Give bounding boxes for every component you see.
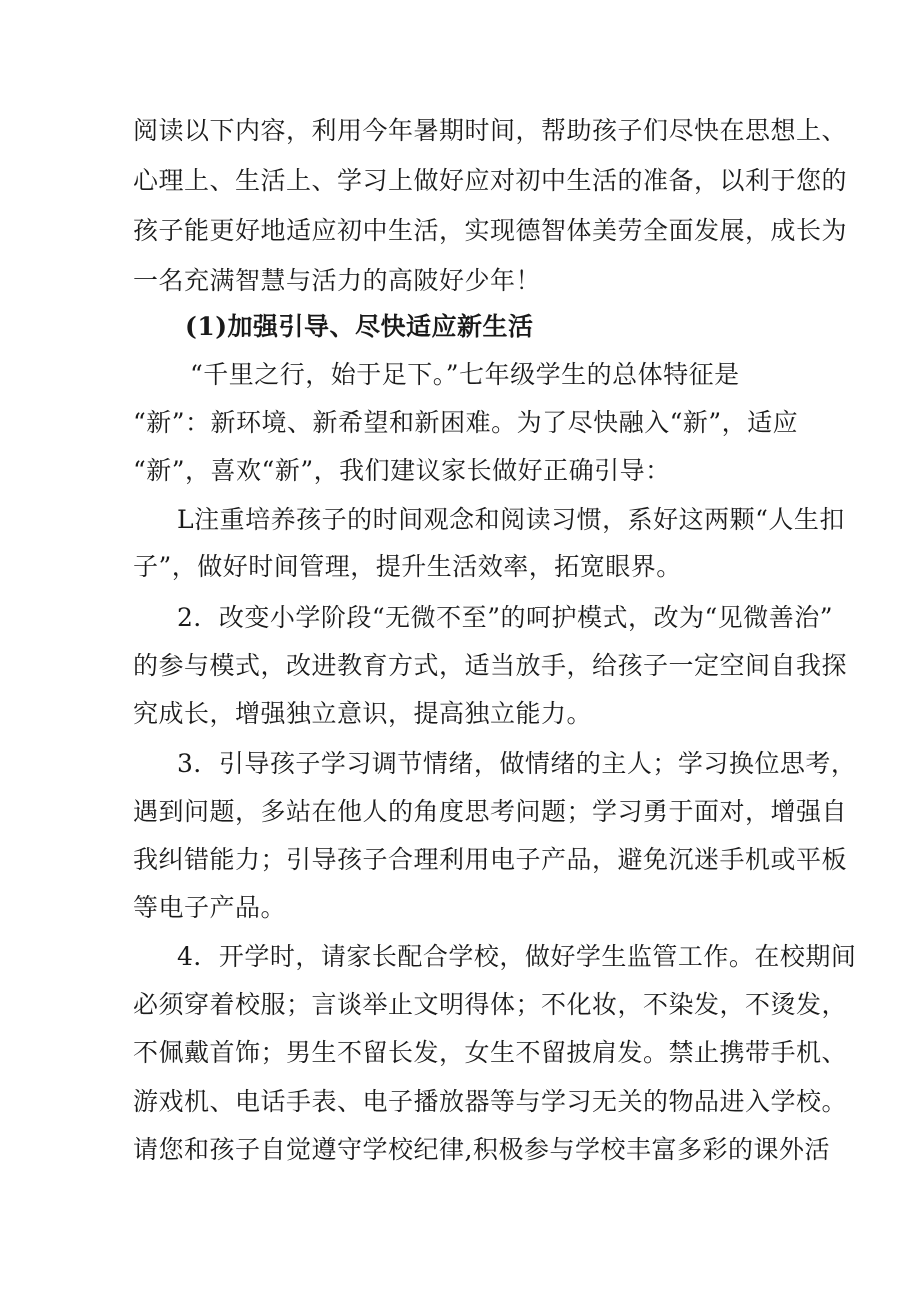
- intro-line-1: 阅读以下内容，利用今年暑期时间，帮助孩子们尽快在思想上、: [133, 116, 848, 145]
- item4-line-3: 不佩戴首饰；男生不留长发，女生不留披肩发。禁止携带手机、: [133, 1038, 848, 1067]
- item4-line-4: 游戏机、电话手表、电子播放器等与学习无关的物品进入学校。: [133, 1087, 848, 1116]
- item1-line-1: L注重培养孩子的时间观念和阅读习惯，系好这两颗“人生扣: [177, 505, 845, 534]
- intro-line-4: 一名充满智慧与活力的高陂好少年！: [133, 266, 542, 295]
- item4-line-1: 4．开学时，请家长配合学校，做好学生监管工作。在校期间: [177, 942, 857, 971]
- section-intro-line-3: “新”，喜欢“新”，我们建议家长做好正确引导：: [133, 456, 671, 485]
- item3-line-3: 我纠错能力；引导孩子合理利用电子产品，避免沉迷手机或平板: [133, 845, 848, 874]
- item3-line-2: 遇到问题，多站在他人的角度思考问题；学习勇于面对，增强自: [133, 797, 848, 826]
- section-intro-line-1: “千里之行，始于足下。”七年级学生的总体特征是: [190, 360, 740, 389]
- item4-line-5: 请您和孩子自觉遵守学校纪律,积极参与学校丰富多彩的课外活: [133, 1135, 830, 1164]
- item2-line-3: 究成长，增强独立意识，提高独立能力。: [133, 699, 593, 728]
- item3-line-4: 等电子产品。: [133, 893, 287, 922]
- item3-line-1: 3．引导孩子学习调节情绪，做情绪的主人；学习换位思考，: [177, 749, 857, 778]
- intro-line-2: 心理上、生活上、学习上做好应对初中生活的准备，以利于您的: [133, 166, 848, 195]
- section-intro-line-2: “新”：新环境、新希望和新困难。为了尽快融入“新”，适应: [133, 408, 799, 437]
- item4-line-2: 必须穿着校服；言谈举止文明得体；不化妆，不染发，不烫发，: [133, 990, 848, 1019]
- section-heading: (1)加强引导、尽快适应新生活: [185, 312, 534, 341]
- item2-line-2: 的参与模式，改进教育方式，适当放手，给孩子一定空间自我探: [133, 651, 848, 680]
- item2-line-1: 2．改变小学阶段“无微不至”的呵护模式，改为“见微善治”: [177, 603, 834, 632]
- intro-line-3: 孩子能更好地适应初中生活，实现德智体美劳全面发展，成长为: [133, 216, 848, 245]
- item1-line-2: 子”，做好时间管理，提升生活效率，拓宽眼界。: [133, 552, 682, 581]
